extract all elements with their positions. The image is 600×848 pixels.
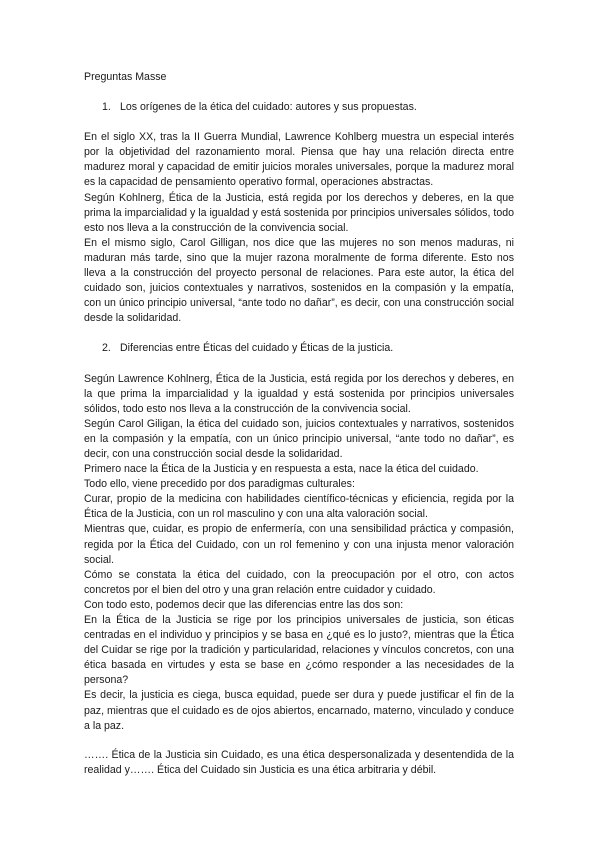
section-1-title: Los orígenes de la ética del cuidado: autores y sus propuestas. xyxy=(120,101,417,114)
spacer xyxy=(84,734,514,748)
section-2-paragraph: Según Lawrence Kohlnerg, Ética de la Justicia, está regida por los derechos y deberes, en la que prima la imparcialidad y la igualdad y está sostenida por principios universales sólidos, todo esto nos lleva a la construcción de la convivencia social. xyxy=(84,372,514,415)
section-2-paragraph: Mientras que, cuidar, es propio de enfermería, con una sensibilidad práctica y compasión, regida por la Ética del Cuidado, con un rol femenino y con una injusta menor valoración social. xyxy=(84,523,514,566)
document-page xyxy=(84,70,514,778)
spacer xyxy=(84,326,514,341)
section-1-paragraph: En el mismo siglo, Carol Gilligan, nos dice que las mujeres no son menos maduras, ni maduran más tarde, sino que la mujer razona moralmente de forma diferente. Esto nos lleva a la construcción del proyecto personal de relaciones. Para este autor, la ética del cuidado son, juicios contextuales y narrativos, sostenidos en la compasión y la empatía, con un único principio universal, “ante todo no dañar”, es decir, con una construcción social desde la solidaridad. xyxy=(84,236,514,325)
section-2-title: Diferencias entre Éticas del cuidado y Éticas de la justicia. xyxy=(120,342,394,355)
section-1-heading xyxy=(84,100,514,115)
section-1-paragraph: En el siglo XX, tras la II Guerra Mundial, Lawrence Kohlberg muestra un especial interés por la objetividad del razonamiento moral. Piensa que hay una relación directa entre madurez moral y capacidad de emitir juicios morales universales, porque la madurez moral es la capacidad de pensamiento operativo formal, operaciones abstractas. xyxy=(84,131,514,189)
document-title: Preguntas Masse xyxy=(84,71,167,83)
section-2-paragraph: Primero nace la Ética de la Justicia y en respuesta a esta, nace la ética del cuidado. xyxy=(84,463,479,476)
section-2-paragraph: Con todo esto, podemos decir que las diferencias entre las dos son: xyxy=(84,598,404,611)
section-2-heading xyxy=(84,341,514,356)
section-1-paragraph: Según Kohlnerg, Ética de la Justicia, está regida por los derechos y deberes, en la que prima la imparcialidad y la igualdad y está sostenida por principios universales sólidos, todo esto nos lleva a la construcción de la convivencia social. xyxy=(84,191,514,234)
section-2-number: 2. xyxy=(102,342,111,355)
section-2-paragraph: Curar, propio de la medicina con habilidades científico-técnicas y eficiencia, regida por la Ética de la Justicia, con un rol masculino y con una alta valoración social. xyxy=(84,493,514,521)
section-2-paragraph: Todo ello, viene precedido por dos paradigmas culturales: xyxy=(84,478,355,491)
section-2-paragraph: En la Ética de la Justicia se rige por los principios universales de justicia, son éticas centradas en el individuo y principios y se basa en ¿qué es lo justo?, mientras que la Ética del Cuidar se rige por la tradición y particularidad, relaciones y vínculos concretos, con una ética basada en virtudes y esta se base en ¿cómo responder a las necesidades de la persona? xyxy=(84,614,514,687)
section-2-paragraph: Según Carol Giligan, la ética del cuidado son, juicios contextuales y narrativos, sostenidos en la compasión y la empatía, con un único principio universal, “ante todo no dañar”, es decir, con una construcción social desde la solidaridad. xyxy=(84,417,514,460)
section-2-paragraph: Es decir, la justicia es ciega, busca equidad, puede ser dura y puede justificar el fin de la paz, mientras que el cuidado es de ojos abiertos, encarnado, materno, vinculado y conduce a la paz. xyxy=(84,689,514,732)
closing-paragraph: ……. Ética de la Justicia sin Cuidado, es una ética despersonalizada y desentendida de la realidad y……. Ética del Cuidado sin Justicia es una ética arbitraria y débil. xyxy=(84,748,514,776)
section-2-paragraph: Cómo se constata la ética del cuidado, con la preocupación por el otro, con actos concretos por el bien del otro y una gran relación entre cuidador y cuidado. xyxy=(84,568,514,596)
section-1-number: 1. xyxy=(102,101,111,114)
